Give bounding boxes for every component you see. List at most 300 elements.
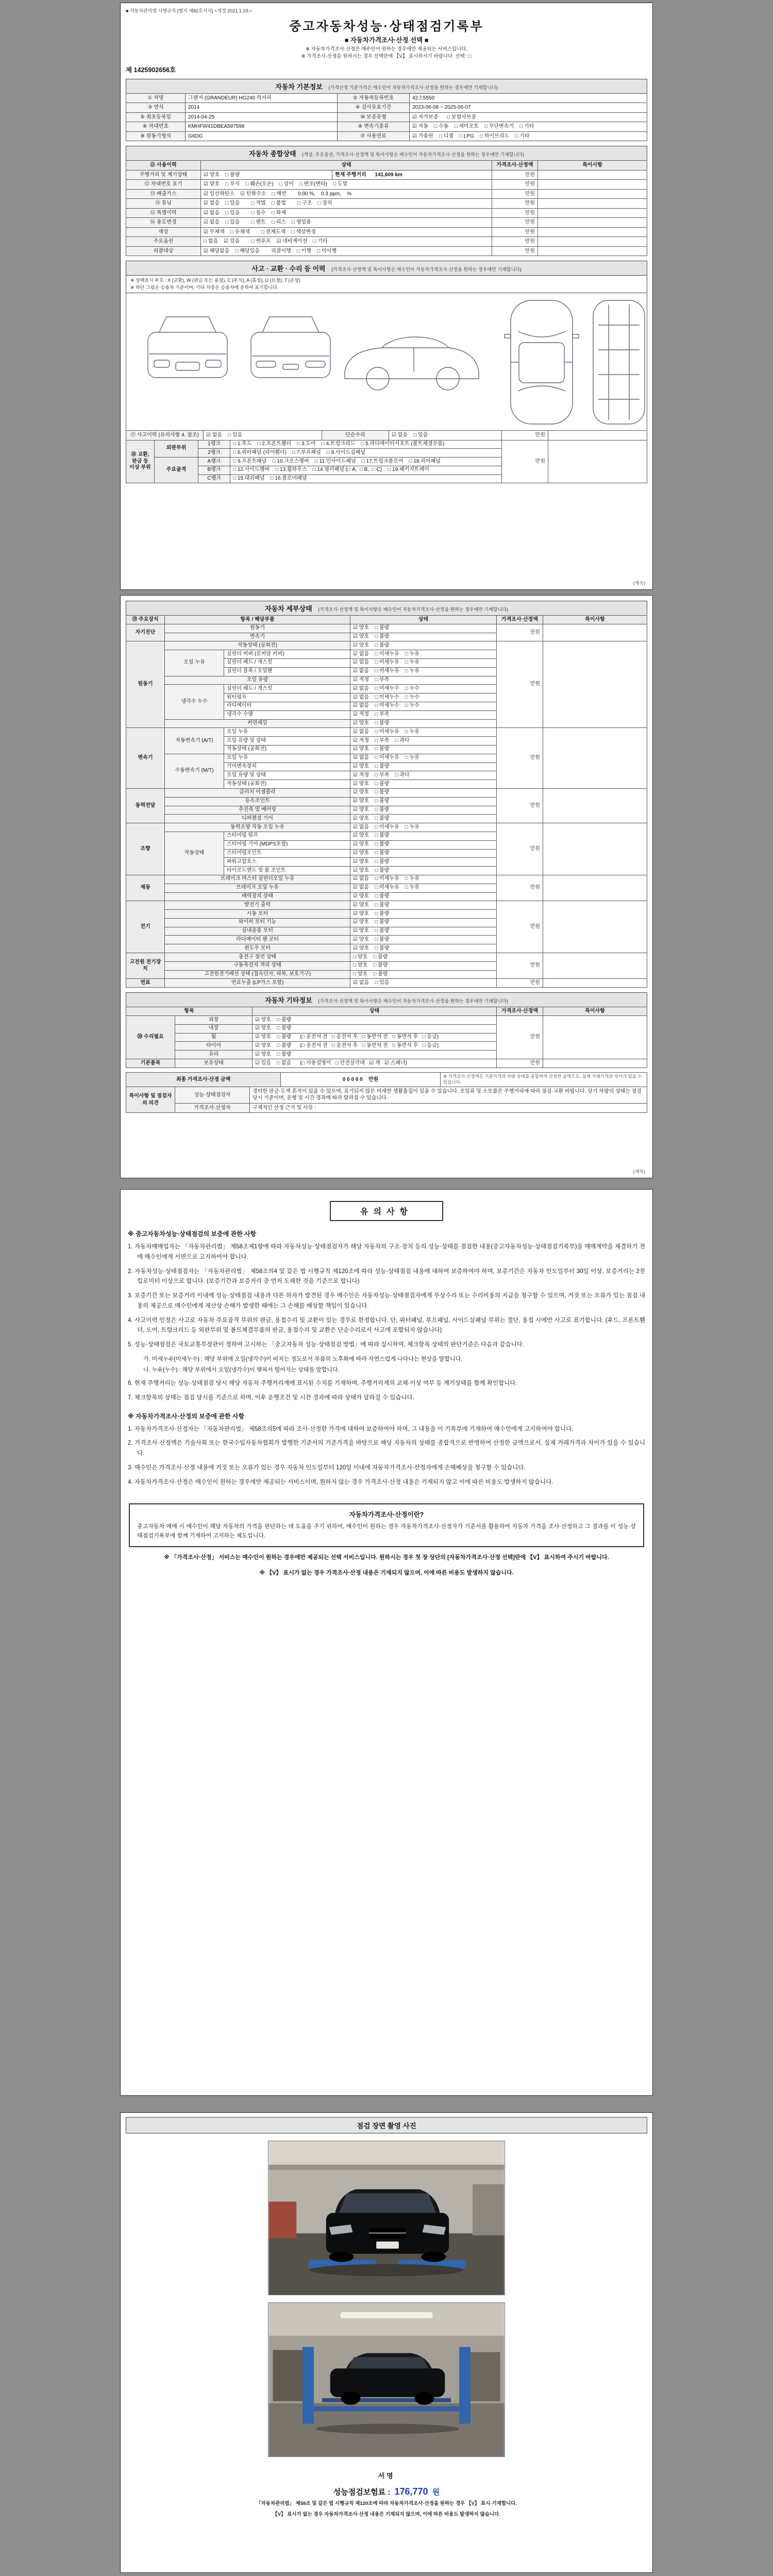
section-title-overall	[126, 146, 647, 161]
table-cell: 42소5550	[410, 93, 647, 103]
notice-line: 3. 보증기간 또는 보증거리 이내에 성능·상태점검 내용과 다른 하자가 발견된 경우 매수인은 자동차성능·상태점검자에게 무상수리 또는 수리비용의 지급을 청구할 수 있으며, 거짓 또는 오류가 있는 점검 내용의 제공으로 매수인에게 재산상 손해가 발생한 때에는 그 손해를 배상할 책임이 있습니다.	[128, 1293, 645, 1309]
table-cell: 상태	[253, 1007, 497, 1016]
table-cell: G6DG	[186, 131, 338, 141]
table-cell: ☑ 양호 □ 불량	[350, 944, 497, 953]
table-cell: 그랜저 (GRANDEUR) HG240 럭셔리	[186, 93, 338, 103]
section-title-text: 자동차 종합상태	[249, 150, 296, 158]
table-cell: 기본품목	[126, 1059, 175, 1068]
table-row	[126, 616, 647, 624]
table-cell: ☑ 없음 □ 미세누수 □ 누수	[350, 702, 497, 710]
table-cell: ☑ 없음 □ 미세누유 □ 누유	[350, 754, 497, 762]
table-cell: ※ 가격조사·산정액은 기준가격과 차량 상태를 종합하여 산정한 금액으로, 실제 거래가격과 차이가 있을 수 있습니다.	[441, 1072, 647, 1087]
table-cell	[543, 979, 647, 988]
notice-line: 2. 자동차성능·상태점검자는 「자동차관리법」 제58조의4 및 같은 법 시행규칙 제120조에 따라 성능·상태점검 내용에 대하여 보증하여야 하며, 보증기간은 자동차 인도일부터 30일 이상, 보증거리는 2천킬로미터 이상으로 합니다. (보증기간과 보증거리 중 먼저 도래한 것을 기준으로 합니다)	[128, 1268, 645, 1285]
table-cell: ⑫ 차대번호 표기	[126, 180, 201, 190]
section-title-note: (가격조사·산정액 및 특이사항은 매수인이 자동차가격조사·산정을 원하는 경우에만 기재합니다)	[318, 998, 508, 1004]
table-cell: ☑ 없음 □ 있음 □ 적법 □ 불법 □ 구조 □ 장치	[201, 199, 492, 209]
table-cell: 작동상태 (공회전)	[224, 745, 350, 754]
section-etc-info	[126, 992, 647, 1068]
table-cell: 만원	[497, 641, 543, 728]
table-row	[126, 170, 647, 180]
table-cell: ☑ 양호 □ 불량	[350, 806, 497, 815]
table-cell: 실린더 헤드 / 개스킷	[224, 658, 350, 667]
section-accident-history	[126, 261, 647, 483]
table-cell: ☑ 자가보증 □ 보험사보증	[410, 112, 647, 122]
table-cell	[543, 641, 647, 728]
table-cell: 오일 누유	[224, 754, 350, 762]
table-cell: 라디에이터 팬 모터	[165, 936, 350, 944]
table-cell: ☑ 일산화탄소 ☑ 탄화수소 □ 매연 0.00 %, 0.3 ppm, %	[201, 189, 492, 199]
table-cell: ☑ 양호 □ 불량	[350, 641, 497, 650]
notice-line: 6. 현재 주행거리는 성능·상태점검 당시 해당 자동차 주행거리계에 표시된 수치를 기재하며, 주행거리계의 교체·이상 여부 등 계기상태를 함께 확인합니다.	[128, 1380, 517, 1387]
table-cell: 만원	[492, 199, 538, 209]
table-cell: ☑ 없음 □ 있음	[204, 431, 322, 440]
section-title-basic-info	[126, 79, 647, 94]
table-row	[126, 953, 647, 962]
table-cell: 라디에이터	[224, 702, 350, 710]
fee-amount: 176,770	[394, 2486, 428, 2497]
page-main-form	[120, 3, 653, 590]
table-cell: ☑ 양호 □ 불량	[350, 892, 497, 901]
table-cell: 만원	[497, 823, 543, 875]
table-cell: ☑ 없음 □ 미세누유 □ 누유	[350, 728, 497, 737]
section-title-text: 자동차 기타정보	[265, 996, 312, 1005]
table-cell: 만원	[492, 189, 538, 199]
table-cell: ☑ 양호 □ 불량	[350, 762, 497, 771]
table-row	[126, 1016, 647, 1025]
notice-line: 나. 누유(누수) : 해당 부위에서 오일(냉각수)이 맺혀서 떨어지는 상태를 말합니다.	[143, 1367, 340, 1374]
table-cell: ☑ 없음 □ 미세누유 □ 누유	[350, 823, 497, 832]
table-cell: ① 차명	[126, 93, 186, 103]
table-cell: 만원	[497, 728, 543, 789]
table-cell: 보유상태	[175, 1059, 253, 1068]
table-cell: 디퍼렌셜 기어	[165, 815, 350, 823]
table-row	[126, 208, 647, 218]
section-final-price	[126, 1072, 647, 1113]
table-cell: ☑ 양호 □ 불량	[350, 832, 497, 840]
price-info-box	[129, 1503, 644, 1547]
table-cell: 경미한 판금·도색 흔적이 있을 수 있으며, 표기되지 않은 미세한 생활흠집이 있을 수 있습니다. 오일류 및 소모품은 주행거리에 따라 점검·교환 바랍니다. 상기 차량의 상태는 점검 당시 기준이며, 운행 및 시간 경과에 따라 달라질 수 있습니다.	[250, 1087, 647, 1103]
form-reference-note: ■ 자동차관리법 시행규칙 [별지 제82호서식] <개정 2021.1.19.>	[126, 8, 252, 13]
table-cell	[538, 218, 647, 228]
table-cell	[543, 1016, 647, 1059]
table-cell: 파워고압호스	[224, 858, 350, 867]
table-row	[126, 218, 647, 228]
table-cell: 2014-04-25	[186, 112, 338, 122]
table-cell: 만원	[492, 246, 538, 256]
accident-mark-legend	[126, 276, 647, 293]
table-row	[126, 624, 647, 633]
table-cell: 내장	[175, 1024, 253, 1033]
table-row	[126, 901, 647, 910]
table-cell: 작동상태 (공회전)	[165, 641, 350, 650]
table-cell: ☑ 없음 □ 미세누유 □ 누유	[350, 884, 497, 892]
section-basic-info	[126, 79, 647, 142]
table-cell: 고전원전기배선 상태 (접속단자, 피복, 보호기구)	[165, 970, 350, 979]
section-title-note: (가격조사·산정액 및 특이사항은 매수인이 자동차가격조사·산정을 원하는 경우에만 기재합니다)	[331, 267, 522, 272]
table-cell: ☑ 해당없음 □ 해당있음 리콜이행 : □ 이행 □ 미이행	[201, 246, 492, 256]
table-cell: ☑ 없음 □ 있음 □ 침수 □ 화재	[201, 208, 492, 218]
notice-line: ※ 자동차가격조사·산정의 보증에 관한 사항	[128, 1412, 245, 1420]
table-row	[126, 199, 647, 209]
photos-section-title: 점검 장면 촬영 사진	[126, 2117, 647, 2133]
table-cell: 만원	[497, 901, 543, 953]
table-cell: 가격조사·산정액	[492, 161, 538, 171]
table-cell	[538, 246, 647, 256]
section-title-etc	[126, 992, 647, 1007]
table-cell: ☑ 없음 □ 미세누유 □ 누유	[350, 667, 497, 676]
notice-line: 3. 매수인은 가격조사·산정 내용에 거짓 또는 오류가 있는 경우 자동차 인도일부터 120일 이내에 자동차가격조사·산정자에게 손해배상을 청구할 수 있습니다.	[128, 1465, 526, 1471]
document-subtitle: ■ 자동차가격조사·산정 선택 ■	[344, 37, 429, 44]
table-cell: 클러치 어셈블리	[165, 788, 350, 797]
table-cell: ☑ 양호 □ 불량	[253, 1024, 497, 1033]
table-cell: 구동축전지 격리 상태	[165, 961, 350, 970]
table-cell: 외판부위	[155, 440, 198, 457]
table-cell: ⑱ 교환, 판금 등 이상 부위	[126, 440, 155, 483]
table-row	[126, 227, 647, 237]
notice-line: 1. 자동차가격조사·산정자는 「자동차관리법」 제58조의5에 따라 조사·산정한 가격에 대하여 보증하여야 하며, 그 내용을 이 기록부에 기재하여 매수인에게 고지하여야 합니다.	[128, 1426, 574, 1432]
table-cell: ⑮ 특별이력	[126, 208, 201, 218]
notice-line: 2. 가격조사·산정액은 기술사회 또는 한국수입자동차협회가 발행한 기준서의 기준가격을 바탕으로 해당 자동차의 상태를 종합적으로 반영하여 산정한 금액으로서, 실제 거래가격과 차이가 있을 수 있습니다.	[128, 1440, 645, 1457]
table-cell: 특이사항	[538, 161, 647, 171]
notice-line: 4. 사고이력 인정은 사고로 자동차 주요골격 부위의 판금, 용접수리 및 교환이 있는 경우로 한정합니다. 단, 쿼터패널, 루프패널, 사이드실패널 부위는 절단, 용접 시에만 사고로 표기합니다. (후드, 프론트휀더, 도어, 트렁크리드 등 외판부위 및 볼트체결부품의 판금, 용접수리 및 교환은 단순수리로서 사고에 포함되지 않습니다)	[128, 1317, 645, 1334]
table-cell: 전기	[126, 901, 165, 953]
table-cell	[538, 208, 647, 218]
table-cell: 변속기	[165, 633, 350, 641]
table-cell	[543, 788, 647, 823]
table-cell: ☑ 양호 □ 불량	[350, 867, 497, 875]
basic-info-table	[126, 93, 647, 142]
section-detail-condition	[126, 601, 647, 988]
table-cell: 만원	[497, 875, 543, 901]
table-cell: 워터펌프	[224, 693, 350, 702]
price-info-box-body: 중고자동차 매매 시 매수인이 해당 자동차의 가격을 판단하는 데 도움을 주기 위하여, 매수인이 원하는 경우 자동차가격조사·산정자가 기준서를 활용하여 자동차 가격을 조사·산정하고 그 결과를 이 성능·상태점검기록부에 함께 기재하여 고지하는 제도입니다.	[137, 1523, 636, 1539]
table-cell: ☑ 무채색 □ 유채색 □ 전체도색 □ 색상변경	[201, 227, 492, 237]
car-diagram	[128, 296, 650, 429]
table-cell: 주요골격	[155, 457, 198, 483]
table-cell: 상태	[201, 161, 492, 171]
document-title: 중고자동차성능·상태점검기록부	[289, 20, 484, 33]
table-cell: 시동 모터	[165, 910, 350, 919]
table-cell: 제동	[126, 875, 165, 901]
notice-line: 1. 자동차매매업자는 「자동차관리법」 제58조제1항에 따라 자동차성능·상태점검자가 해당 자동차의 구조·장치 등의 성능·상태를 점검한 내용(중고자동차성능·상태점검기록부)을 매매계약을 체결하기 전에 매수인에게 서면으로 고지하여야 합니다.	[128, 1244, 645, 1260]
table-cell: 항목	[126, 1007, 253, 1016]
table-cell	[538, 170, 647, 180]
table-row	[126, 93, 647, 103]
table-row	[126, 1087, 647, 1103]
table-cell: ☑ 양호 □ 불량 (□ 운전석 전 □ 운전석 후 □ 동반석 전 □ 동반석 후 □ 응급)	[253, 1042, 497, 1050]
table-cell: ☑ 양호 □ 불량	[350, 936, 497, 944]
table-cell: □ 양호 □ 불량	[350, 953, 497, 962]
table-cell: ☑ 양호 □ 부식 □ 훼손(오손) □ 상이 □ 변조(변타) □ 도말	[201, 180, 492, 190]
table-cell	[543, 728, 647, 789]
inspection-photo-front	[268, 2141, 505, 2295]
table-cell: ☑ 양호 □ 불량	[350, 849, 497, 858]
signature-label: 서명	[378, 2472, 395, 2480]
table-cell: ☑ 없음 □ 미세누유 □ 누유	[350, 650, 497, 659]
table-cell: 2랭크	[198, 449, 230, 457]
section-title-text: 자동차 기본정보	[275, 82, 323, 91]
table-row	[126, 641, 647, 650]
table-cell: ☑ 양호 □ 불량 (□ 운전석 전 □ 운전석 후 □ 동반석 전 □ 동반석 후 □ 응급)	[253, 1033, 497, 1042]
car-diagram-front-view	[148, 317, 227, 378]
table-cell	[548, 440, 647, 483]
table-cell: 2023-06-08 ~ 2025-06-07	[410, 103, 647, 113]
table-row	[126, 131, 647, 141]
table-cell: ☑ 양호 □ 불량	[350, 780, 497, 789]
notices-title: 유의사항	[330, 1201, 443, 1221]
notices-body	[126, 1229, 647, 1488]
table-cell: 와이퍼 모터 기능	[165, 918, 350, 927]
table-cell: 만원	[497, 1059, 543, 1068]
signature-block	[126, 2470, 647, 2518]
selection-note-1: ※ 자동차가격조사·산정은 매수인이 원하는 경우에만 제공되는 서비스입니다.	[305, 46, 468, 52]
table-row	[126, 1007, 647, 1016]
table-cell: ⑰ 사고이력 (유의사항 4. 참조)	[126, 431, 204, 440]
continued-marker: (계속)	[633, 1169, 645, 1174]
table-row	[126, 112, 647, 122]
table-cell	[538, 237, 647, 247]
table-cell: 타이어	[175, 1042, 253, 1050]
table-cell: ☑ 양호 □ 불량	[350, 624, 497, 633]
table-cell: 타이로드엔드 및 볼 조인트	[224, 867, 350, 875]
table-row	[126, 440, 647, 449]
car-diagram-top-view	[505, 300, 579, 424]
table-cell: ☑ 양호 □ 불량	[350, 901, 497, 910]
table-cell	[543, 901, 647, 953]
table-cell: ⑭ 튜닝	[126, 199, 201, 209]
table-cell: 추진축 및 베어링	[165, 806, 350, 815]
table-cell: ⑳ 수리필요	[126, 1016, 175, 1059]
notice-line: 가. 미세누유(미세누수) : 해당 부위에 오일(냉각수)이 비치는 정도로서 부품의 노후화에 따라 자연스럽게 나타나는 현상을 말합니다.	[143, 1355, 463, 1362]
table-cell: 충전구 절연 상태	[165, 953, 350, 962]
table-cell: 스티어링 기어 (MDPS포함)	[224, 840, 350, 849]
table-cell: 배력장치 상태	[165, 892, 350, 901]
table-cell: ☑ 양호 □ 불량	[253, 1016, 497, 1025]
accident-history-table	[126, 430, 647, 440]
table-cell: 가격조사·산정액	[497, 1007, 543, 1016]
selection-note-2: ※ 가격조사·산정을 원하시는 경우 선택란에 【V】 표시하시기 바랍니다. 선택 : □	[301, 54, 472, 60]
table-cell: 수동변속기 (M/T)	[165, 754, 224, 788]
table-cell: 특이사항	[543, 616, 647, 624]
table-cell: 원동기	[165, 624, 350, 633]
detail-condition-table	[126, 615, 647, 988]
table-cell: 리콜대상	[126, 246, 201, 256]
table-cell: 연료	[126, 979, 165, 988]
table-cell: 만원	[497, 788, 543, 823]
table-cell: ☑ 양호 □ 불량	[350, 840, 497, 849]
table-cell	[543, 823, 647, 875]
table-cell: 색상	[126, 227, 201, 237]
table-cell: 만원	[492, 170, 538, 180]
table-cell: ☑ 없음 □ 미세누유 □ 누유	[350, 875, 497, 884]
table-cell: 등속조인트	[165, 797, 350, 806]
table-cell	[538, 180, 647, 190]
table-cell: 냉각수 수량	[224, 710, 350, 719]
fee-unit: 원	[432, 2488, 440, 2497]
table-cell: □ 양호 □ 불량	[350, 970, 497, 979]
table-cell: □ 양호 □ 불량	[350, 961, 497, 970]
table-cell: 만원	[492, 237, 538, 247]
table-cell: 실린더 블록 / 오일팬	[224, 667, 350, 676]
table-cell: ☑ 가솔린 □ 디젤 □ LPG □ 하이브리드 □ 기타	[410, 131, 647, 141]
car-diagram-rear-view	[251, 317, 330, 378]
table-cell: ☑ 적정 □ 부족 □ 과다	[350, 737, 497, 745]
table-cell: ④ 검사유효기간	[338, 103, 410, 113]
table-cell: 실린더 헤드 / 개스킷	[224, 685, 350, 693]
table-cell: 2014	[186, 103, 338, 113]
accident-parts-table	[126, 440, 647, 484]
table-cell	[548, 431, 647, 440]
table-row	[126, 237, 647, 247]
table-cell: 작동상태 (공회전)	[224, 780, 350, 789]
table-cell: ☑ 적정 □ 부족	[350, 710, 497, 719]
car-diagram-panel	[126, 293, 647, 431]
table-cell: 가격조사·산정액	[497, 616, 543, 624]
table-cell: A랭크	[198, 457, 230, 466]
table-cell	[538, 189, 647, 199]
table-cell: 윈도우 모터	[165, 944, 350, 953]
table-cell: 외장	[175, 1016, 253, 1025]
table-row	[126, 246, 647, 256]
table-cell: KMHFW41DBEA597598	[186, 122, 338, 132]
overall-condition-table	[126, 160, 647, 256]
table-cell: 가격조사·산정자	[175, 1103, 250, 1113]
table-row	[126, 180, 647, 190]
section-title-note: (색상, 주요옵션, 가격조사·산정액 및 특이사항은 매수인이 자동차가격조사·산정을 원하는 경우에만 기재합니다)	[302, 152, 524, 157]
table-cell: □ 15.대쉬패널 □ 16.플로어패널	[230, 474, 502, 483]
inspection-insurance-fee	[126, 2486, 647, 2497]
table-row	[126, 875, 647, 884]
table-cell: ☑ 양호 □ 불량	[350, 910, 497, 919]
table-cell: 동력전달	[126, 788, 165, 823]
page-detail-condition	[120, 595, 653, 1178]
base-note: ※ 하단 그림은 승용차 기준이며, 기타 차종은 승용차에 준하여 표기합니다.	[130, 284, 279, 290]
price-info-box-title: 자동차가격조사·산정이란?	[349, 1511, 424, 1518]
table-cell: 상태	[350, 616, 497, 624]
section-title-text: 사고 · 교환 · 수리 등 이력	[251, 265, 326, 273]
table-cell: B랭크	[198, 466, 230, 474]
table-cell: 작동상태	[165, 832, 224, 875]
table-cell: 조향	[126, 823, 165, 875]
table-cell: 실내송풍 모터	[165, 927, 350, 936]
table-cell: □ 1.후드 □ 2.프론트휀더 □ 3.도어 □ 4.트렁크리드 □ 5.라디에이터서포트 (볼트체결부품)	[230, 440, 502, 449]
table-cell: 만원	[497, 979, 543, 988]
table-cell	[543, 875, 647, 901]
table-cell: ⑬ 배출가스	[126, 189, 201, 199]
car-diagram-frame-view	[593, 300, 645, 424]
table-row	[126, 788, 647, 797]
table-cell: □ 6.쿼터패널 (리어휀더) □ 7.루프패널 □ 8.사이드실패널	[230, 449, 502, 457]
table-row	[126, 1103, 647, 1113]
table-cell: 만원	[497, 624, 543, 641]
final-price-table	[126, 1072, 647, 1087]
table-cell: 만원	[492, 180, 538, 190]
table-row	[126, 1072, 647, 1087]
table-cell: ☑ 없음 □ 미세누수 □ 누수	[350, 685, 497, 693]
table-cell: 스티어링조인트	[224, 849, 350, 858]
table-cell: □ 9.프론트패널 □ 10.크로스멤버 □ 11.인사이드패널 □ 17.트렁크플로어 □ 18.리어패널	[230, 457, 502, 466]
mark-note: ※ 상태표시 부호 : X (교환), W (판금 또는 용접), C (부식), A (흠집), U (요철), T (손상)	[130, 278, 300, 283]
table-cell: 오일 유량 및 상태	[224, 771, 350, 780]
table-cell: 오일 유량	[165, 676, 350, 685]
table-row	[126, 161, 647, 171]
table-cell	[543, 953, 647, 979]
table-cell: ☑ 양호 □ 불량	[253, 1050, 497, 1059]
notice-line: ※ 중고자동차성능·상태점검의 보증에 관한 사항	[128, 1230, 257, 1238]
table-cell: 오일 누유	[224, 728, 350, 737]
table-cell: ⑯ 용도변경	[126, 218, 201, 228]
table-cell: ☑ 양호 □ 불량	[350, 745, 497, 754]
table-cell: 만원	[502, 431, 548, 440]
table-cell: 현재 주행거리 141,609 km	[332, 170, 492, 180]
table-cell: ☑ 없음 □ 있음	[350, 979, 497, 988]
table-cell: 만원	[497, 953, 543, 979]
table-cell: ☑ 없음 □ 미세누수 □ 누수	[350, 693, 497, 702]
table-cell: □ 없음 ☑ 있음 □ 썬루프 ☑ 네비게이션 □ 기타	[201, 237, 492, 247]
table-row	[126, 189, 647, 199]
notice-bold-1: ※ 「가격조사·산정」 서비스는 매수인이 원하는 경우에만 제공되는 선택 서비스입니다. 원하시는 경우 첫 장 상단의 [자동차가격조사·산정 선택]란에 【V】 표시하여 주시기 바랍니다.	[164, 1554, 609, 1561]
table-cell: ⑥ 차대번호	[126, 122, 186, 132]
table-cell: 브레이크 오일 누유	[165, 884, 350, 892]
table-cell: 고전원 전기장치	[126, 953, 165, 979]
table-cell: ⑪ 사용이력	[126, 161, 201, 171]
table-row	[126, 823, 647, 832]
table-cell: 기어변속장치	[224, 762, 350, 771]
table-cell: 냉각수 누수	[165, 685, 224, 719]
table-cell	[543, 1059, 647, 1068]
table-cell: 오일 누유	[165, 650, 224, 676]
table-cell: □ 12.사이드멤버 □ 13.휠하우스 □ 14.필러패널 (□ A, □ B, □ C) □ 19.패키지트레이	[230, 466, 502, 474]
section-title-accident	[126, 261, 647, 276]
table-cell: 주행거리 및 계기상태	[126, 170, 201, 180]
table-cell: ☑ 적정 □ 부족	[350, 676, 497, 685]
table-cell: 주요옵션	[126, 237, 201, 247]
inspection-photo-lift	[268, 2302, 505, 2457]
table-cell: 성능·상태점검자	[175, 1087, 250, 1103]
table-cell: ☑ 양호 □ 불량	[350, 788, 497, 797]
fee-label: 성능점검보험료 :	[333, 2488, 391, 2497]
table-cell: ☑ 양호 □ 불량	[350, 797, 497, 806]
table-cell: 0 0 0 0 0 만원	[281, 1072, 441, 1087]
table-cell: ⑤ 최초등록일	[126, 112, 186, 122]
table-cell: ☑ 있음 □ 없음 (□ 사용설명서 □ 안전삼각대 ☑ 잭 ☑ 스패너)	[253, 1059, 497, 1068]
table-cell: 유리	[175, 1050, 253, 1059]
footer-note-1: 「자동차관리법」 제58조 및 같은 법 시행규칙 제120조에 따라 자동차가격조사·산정을 원하는 경우 【V】 표시·기재합니다.	[256, 2501, 517, 2506]
table-row	[126, 728, 647, 737]
table-cell: ② 자동차등록번호	[338, 93, 410, 103]
table-cell: 만원	[492, 218, 538, 228]
document-number: 제 1425902656호	[126, 66, 176, 74]
section-overall-condition	[126, 146, 647, 256]
table-cell: ☑ 양호 □ 불량	[350, 927, 497, 936]
table-cell: 특이사항	[543, 1007, 647, 1016]
table-row	[126, 122, 647, 132]
table-cell: 만원	[497, 1016, 543, 1059]
table-cell: 특이사항 및 점검자의 의견	[126, 1087, 175, 1113]
table-cell: 커먼레일	[165, 719, 350, 728]
inspector-opinion-table	[126, 1087, 647, 1113]
table-cell	[538, 199, 647, 209]
table-cell	[543, 624, 647, 641]
table-cell: ⑨ 원동기형식	[126, 131, 186, 141]
table-cell: ☑ 양호 □ 불량	[350, 633, 497, 641]
table-cell: 변속기	[126, 728, 165, 789]
table-row	[126, 1059, 647, 1068]
page-notices	[120, 1189, 653, 2096]
table-cell: ☑ 적정 □ 부족 □ 과다	[350, 771, 497, 780]
table-cell: 만원	[492, 208, 538, 218]
